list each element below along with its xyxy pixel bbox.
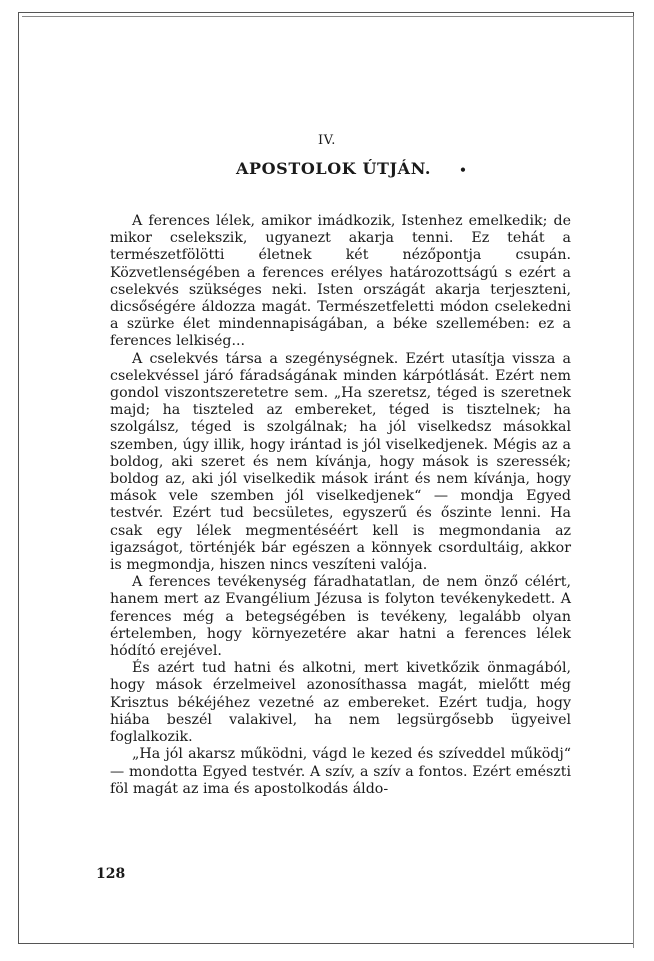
- paragraph-2: A cselekvés társa a szegénységnek. Ezért utasítja vissza a cselekvéssel járó fáradságának minden kárpótlását. Ezért nem gondol viszontszeretetre sem. „Ha szeretsz, téged is szeretnek majd; ha tiszteled az embereket, téged is tisztelnek; ha szolgálsz, téged is szolgálnak; ha jól viselkedsz másokkal szemben, úgy illik, hogy irántad is jól viselkedjenek. Mégis az a boldog, aki szeret és nem kívánja, hogy mások is szeressék; boldog az, aki jól viselkedik mások iránt és nem kívánja, hogy mások vele szemben jól viselkedjenek“ — mondja Egyed testvér. Ezért tud becsületes, egyszerű és őszinte lenni. Ha csak egy lélek megmentéséért kell is megmondania az igazságot, történjék bár egészen a könnyek csordultáig, akkor is megmondja, hiszen nincs veszíteni valója.: [110, 350, 571, 574]
- body-text: [110, 213, 571, 798]
- paragraph-4: És azért tud hatni és alkotni, mert kivetkőzik önmagából, hogy mások érzelmeivel azonosíthassa magát, mielőtt még Krisztus békéjéhez vezetné az embereket. Ezért tudja, hogy hiába beszél valakivel, ha nem legsürgősebb ügyeivel foglalkozik.: [110, 660, 571, 746]
- chapter-title-mark: •: [459, 162, 468, 177]
- paragraph-1: A ferences lélek, amikor imádkozik, Istenhez emelkedik; de mikor cselekszik, ugyanezt akarja tenni. Ez tehát a természetfölötti életnek két nézőpontja csupán. Közvetlenségében a ferences erélyes határozottságú s ezért a cselekvés szükséges neki. Isten országát akarja terjeszteni, dicsőségére áldozza magát. Természetfeletti módon cselekedni a szürke élet mindennapiságában, a béke szellemében: ez a ferences lelkiség...: [110, 213, 571, 350]
- page-number: 128: [96, 866, 126, 882]
- chapter-title: [236, 159, 467, 178]
- paragraph-5: „Ha jól akarsz működni, vágd le kezed és szíveddel működj“ — mondotta Egyed testvér. A szív, a szív a fontos. Ezért emészti föl magát az ima és apostolkodás áldo-: [110, 746, 571, 797]
- chapter-number: IV.: [318, 133, 336, 148]
- paragraph-3: A ferences tevékenység fáradhatatlan, de nem önző célért, hanem mert az Evangélium Jézusa is folyton tevékenykedett. A ferences még a betegségében is tevékeny, legalább olyan értelemben, hogy környezetére akar hatni a ferences lélek hódító erejével.: [110, 574, 571, 660]
- chapter-title-text: APOSTOLOK ÚTJÁN.: [236, 159, 432, 178]
